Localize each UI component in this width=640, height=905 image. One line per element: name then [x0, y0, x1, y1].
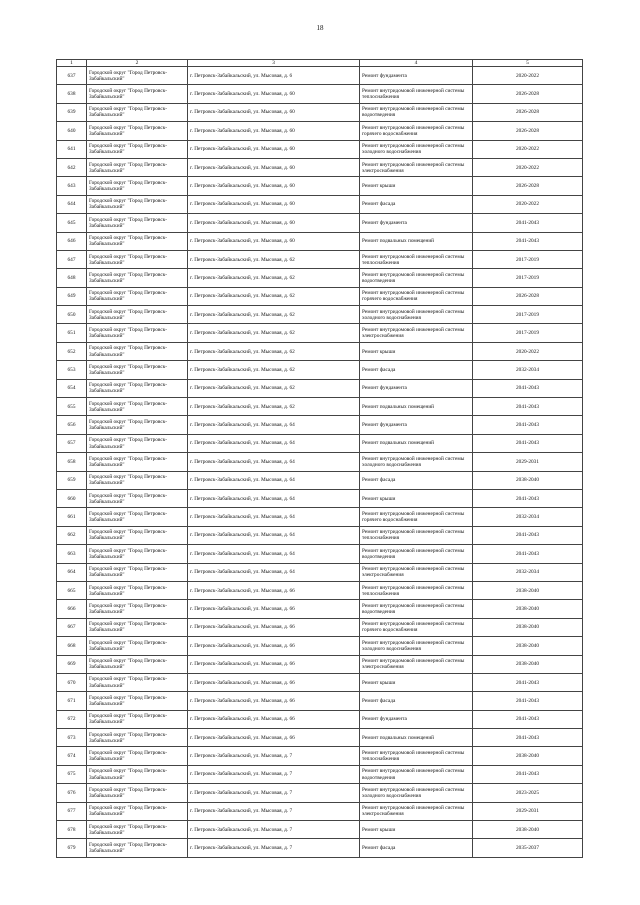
table-row	[57, 158, 583, 176]
work-type-cell: Ремонт фундамента	[360, 710, 473, 728]
period-cell: 2041-2043	[473, 729, 583, 747]
address-cell: г. Петровск-Забайкальский, ул. Мысовая, д. 60	[188, 177, 360, 195]
address-cell: г. Петровск-Забайкальский, ул. Мысовая, д. 64	[188, 434, 360, 452]
address-cell: г. Петровск-Забайкальский, ул. Мысовая, д. 66	[188, 710, 360, 728]
work-type-cell: Ремонт внутридомовой инженерной системы теплоснабжения	[360, 526, 473, 544]
address-cell: г. Петровск-Забайкальский, ул. Мысовая, д. 60	[188, 158, 360, 176]
work-type-cell: Ремонт внутридомовой инженерной системы холодного водоснабжения	[360, 140, 473, 158]
header-cell-period: 5	[473, 60, 583, 67]
work-type-cell: Ремонт внутридомовой инженерной системы горячего водоснабжения	[360, 618, 473, 636]
row-number: 652	[57, 342, 87, 360]
work-type-cell: Ремонт внутридомовой инженерной системы теплоснабжения	[360, 250, 473, 268]
work-type-cell: Ремонт подвальных помещений	[360, 434, 473, 452]
municipality-cell: Городской округ "Город Петровск-Забайкальский"	[87, 214, 188, 232]
row-number: 672	[57, 710, 87, 728]
address-cell: г. Петровск-Забайкальский, ул. Мысовая, д. 62	[188, 398, 360, 416]
address-cell: г. Петровск-Забайкальский, ул. Мысовая, д. 62	[188, 287, 360, 305]
municipality-cell: Городской округ "Город Петровск-Забайкальский"	[87, 416, 188, 434]
address-cell: г. Петровск-Забайкальский, ул. Мысовая, д. 60	[188, 85, 360, 103]
period-cell: 2017-2019	[473, 269, 583, 287]
table-row	[57, 545, 583, 563]
address-cell: г. Петровск-Забайкальский, ул. Мысовая, д. 60	[188, 103, 360, 121]
work-type-cell: Ремонт внутридомовой инженерной системы теплоснабжения	[360, 581, 473, 599]
table-row	[57, 214, 583, 232]
period-cell: 2020-2022	[473, 67, 583, 85]
municipality-cell: Городской округ "Город Петровск-Забайкальский"	[87, 361, 188, 379]
period-cell: 2023-2025	[473, 784, 583, 802]
municipality-cell: Городской округ "Город Петровск-Забайкальский"	[87, 103, 188, 121]
work-type-cell: Ремонт подвальных помещений	[360, 232, 473, 250]
row-number: 638	[57, 85, 87, 103]
address-cell: г. Петровск-Забайкальский, ул. Мысовая, д. 60	[188, 214, 360, 232]
work-type-cell: Ремонт фасада	[360, 195, 473, 213]
address-cell: г. Петровск-Забайкальский, ул. Мысовая, д. 60	[188, 195, 360, 213]
work-type-cell: Ремонт внутридомовой инженерной системы холодного водоснабжения	[360, 306, 473, 324]
row-number: 671	[57, 692, 87, 710]
table-row	[57, 287, 583, 305]
work-type-cell: Ремонт внутридомовой инженерной системы водоотведения	[360, 545, 473, 563]
work-type-cell: Ремонт фундамента	[360, 416, 473, 434]
period-cell: 2017-2019	[473, 324, 583, 342]
period-cell: 2026-2028	[473, 85, 583, 103]
municipality-cell: Городской округ "Город Петровск-Забайкальский"	[87, 453, 188, 471]
address-cell: г. Петровск-Забайкальский, ул. Мысовая, д. 60	[188, 140, 360, 158]
municipality-cell: Городской округ "Город Петровск-Забайкальский"	[87, 122, 188, 140]
table-row	[57, 416, 583, 434]
table-row	[57, 563, 583, 581]
header-cell-municipality: 2	[87, 60, 188, 67]
address-cell: г. Петровск-Забайкальский, ул. Мысовая, д. 6	[188, 67, 360, 85]
row-number: 637	[57, 67, 87, 85]
table-row	[57, 232, 583, 250]
period-cell: 2038-2040	[473, 821, 583, 839]
address-cell: г. Петровск-Забайкальский, ул. Мысовая, д. 64	[188, 453, 360, 471]
period-cell: 2041-2043	[473, 692, 583, 710]
municipality-cell: Городской округ "Город Петровск-Забайкальский"	[87, 195, 188, 213]
table-row	[57, 600, 583, 618]
table-row	[57, 821, 583, 839]
period-cell: 2038-2040	[473, 471, 583, 489]
row-number: 658	[57, 453, 87, 471]
table-row	[57, 637, 583, 655]
table-row	[57, 839, 583, 857]
municipality-cell: Городской округ "Город Петровск-Забайкальский"	[87, 140, 188, 158]
municipality-cell: Городской округ "Город Петровск-Забайкальский"	[87, 489, 188, 507]
row-number: 648	[57, 269, 87, 287]
municipality-cell: Городской округ "Город Петровск-Забайкальский"	[87, 581, 188, 599]
table-row	[57, 324, 583, 342]
work-type-cell: Ремонт внутридомовой инженерной системы электроснабжения	[360, 655, 473, 673]
period-cell: 2041-2043	[473, 379, 583, 397]
municipality-cell: Городской округ "Город Петровск-Забайкальский"	[87, 618, 188, 636]
address-cell: г. Петровск-Забайкальский, ул. Мысовая, д. 66	[188, 692, 360, 710]
municipality-cell: Городской округ "Город Петровск-Забайкальский"	[87, 177, 188, 195]
address-cell: г. Петровск-Забайкальский, ул. Мысовая, д. 7	[188, 784, 360, 802]
address-cell: г. Петровск-Забайкальский, ул. Мысовая, д. 62	[188, 379, 360, 397]
municipality-cell: Городской округ "Город Петровск-Забайкальский"	[87, 269, 188, 287]
row-number: 659	[57, 471, 87, 489]
address-cell: г. Петровск-Забайкальский, ул. Мысовая, д. 64	[188, 489, 360, 507]
page-number: 18	[316, 24, 324, 32]
table-row	[57, 471, 583, 489]
period-cell: 2041-2043	[473, 398, 583, 416]
table-row	[57, 342, 583, 360]
period-cell: 2038-2040	[473, 655, 583, 673]
work-type-cell: Ремонт внутридомовой инженерной системы водоотведения	[360, 765, 473, 783]
row-number: 662	[57, 526, 87, 544]
address-cell: г. Петровск-Забайкальский, ул. Мысовая, д. 62	[188, 324, 360, 342]
work-type-cell: Ремонт фундамента	[360, 214, 473, 232]
header-cell-address: 3	[188, 60, 360, 67]
work-type-cell: Ремонт внутридомовой инженерной системы водоотведения	[360, 600, 473, 618]
period-cell: 2038-2040	[473, 581, 583, 599]
row-number: 666	[57, 600, 87, 618]
period-cell: 2038-2040	[473, 600, 583, 618]
address-cell: г. Петровск-Забайкальский, ул. Мысовая, д. 62	[188, 269, 360, 287]
municipality-cell: Городской округ "Город Петровск-Забайкальский"	[87, 471, 188, 489]
period-cell: 2029-2031	[473, 453, 583, 471]
table-row	[57, 195, 583, 213]
row-number: 670	[57, 673, 87, 691]
row-number: 661	[57, 508, 87, 526]
address-cell: г. Петровск-Забайкальский, ул. Мысовая, д. 62	[188, 342, 360, 360]
row-number: 645	[57, 214, 87, 232]
work-type-cell: Ремонт внутридомовой инженерной системы холодного водоснабжения	[360, 453, 473, 471]
table-row	[57, 765, 583, 783]
period-cell: 2041-2043	[473, 526, 583, 544]
address-cell: г. Петровск-Забайкальский, ул. Мысовая, д. 7	[188, 747, 360, 765]
municipality-cell: Городской округ "Город Петровск-Забайкальский"	[87, 342, 188, 360]
table-row	[57, 85, 583, 103]
municipality-cell: Городской округ "Город Петровск-Забайкальский"	[87, 232, 188, 250]
municipality-cell: Городской округ "Город Петровск-Забайкальский"	[87, 673, 188, 691]
row-number: 643	[57, 177, 87, 195]
period-cell: 2041-2043	[473, 214, 583, 232]
work-type-cell: Ремонт внутридомовой инженерной системы теплоснабжения	[360, 85, 473, 103]
row-number: 647	[57, 250, 87, 268]
municipality-cell: Городской округ "Город Петровск-Забайкальский"	[87, 379, 188, 397]
municipality-cell: Городской округ "Город Петровск-Забайкальский"	[87, 434, 188, 452]
table-row	[57, 729, 583, 747]
period-cell: 2020-2022	[473, 140, 583, 158]
municipality-cell: Городской округ "Город Петровск-Забайкальский"	[87, 600, 188, 618]
table-row	[57, 140, 583, 158]
header-cell-number: 1	[57, 60, 87, 67]
municipality-cell: Городской округ "Город Петровск-Забайкальский"	[87, 765, 188, 783]
row-number: 644	[57, 195, 87, 213]
period-cell: 2041-2043	[473, 434, 583, 452]
address-cell: г. Петровск-Забайкальский, ул. Мысовая, д. 66	[188, 618, 360, 636]
row-number: 664	[57, 563, 87, 581]
period-cell: 2020-2022	[473, 158, 583, 176]
period-cell: 2026-2028	[473, 103, 583, 121]
row-number: 663	[57, 545, 87, 563]
table-row	[57, 508, 583, 526]
period-cell: 2017-2019	[473, 250, 583, 268]
municipality-cell: Городской округ "Город Петровск-Забайкальский"	[87, 545, 188, 563]
municipality-cell: Городской округ "Город Петровск-Забайкальский"	[87, 158, 188, 176]
address-cell: г. Петровск-Забайкальский, ул. Мысовая, д. 7	[188, 821, 360, 839]
work-type-cell: Ремонт фундамента	[360, 67, 473, 85]
work-type-cell: Ремонт внутридомовой инженерной системы водоотведения	[360, 269, 473, 287]
municipality-cell: Городской округ "Город Петровск-Забайкальский"	[87, 67, 188, 85]
work-type-cell: Ремонт внутридомовой инженерной системы теплоснабжения	[360, 747, 473, 765]
period-cell: 2032-2034	[473, 563, 583, 581]
row-number: 677	[57, 802, 87, 820]
period-cell: 2038-2040	[473, 618, 583, 636]
address-cell: г. Петровск-Забайкальский, ул. Мысовая, д. 60	[188, 122, 360, 140]
row-number: 649	[57, 287, 87, 305]
work-type-cell: Ремонт фасада	[360, 692, 473, 710]
row-number: 653	[57, 361, 87, 379]
address-cell: г. Петровск-Забайкальский, ул. Мысовая, д. 64	[188, 545, 360, 563]
row-number: 639	[57, 103, 87, 121]
row-number: 676	[57, 784, 87, 802]
municipality-cell: Городской округ "Город Петровск-Забайкальский"	[87, 637, 188, 655]
header-cell-work-type: 4	[360, 60, 473, 67]
table-row	[57, 434, 583, 452]
row-number: 667	[57, 618, 87, 636]
row-number: 642	[57, 158, 87, 176]
municipality-cell: Городской округ "Город Петровск-Забайкальский"	[87, 710, 188, 728]
municipality-cell: Городской округ "Город Петровск-Забайкальский"	[87, 306, 188, 324]
table-row	[57, 177, 583, 195]
work-type-cell: Ремонт крыши	[360, 673, 473, 691]
row-number: 668	[57, 637, 87, 655]
table-body	[57, 67, 583, 858]
period-cell: 2041-2043	[473, 232, 583, 250]
address-cell: г. Петровск-Забайкальский, ул. Мысовая, д. 66	[188, 655, 360, 673]
table-row	[57, 250, 583, 268]
address-cell: г. Петровск-Забайкальский, ул. Мысовая, д. 64	[188, 416, 360, 434]
table-row	[57, 673, 583, 691]
work-type-cell: Ремонт внутридомовой инженерной системы водоотведения	[360, 103, 473, 121]
table-row	[57, 379, 583, 397]
address-cell: г. Петровск-Забайкальский, ул. Мысовая, д. 62	[188, 361, 360, 379]
table-row	[57, 269, 583, 287]
table-row	[57, 526, 583, 544]
row-number: 673	[57, 729, 87, 747]
table-row	[57, 784, 583, 802]
municipality-cell: Городской округ "Город Петровск-Забайкальский"	[87, 508, 188, 526]
municipality-cell: Городской округ "Город Петровск-Забайкальский"	[87, 526, 188, 544]
municipality-cell: Городской округ "Город Петровск-Забайкальский"	[87, 821, 188, 839]
row-number: 678	[57, 821, 87, 839]
municipality-cell: Городской округ "Город Петровск-Забайкальский"	[87, 655, 188, 673]
table-row	[57, 655, 583, 673]
work-type-cell: Ремонт фасада	[360, 361, 473, 379]
address-cell: г. Петровск-Забайкальский, ул. Мысовая, д. 64	[188, 471, 360, 489]
table-row	[57, 710, 583, 728]
address-cell: г. Петровск-Забайкальский, ул. Мысовая, д. 66	[188, 729, 360, 747]
work-type-cell: Ремонт крыши	[360, 489, 473, 507]
period-cell: 2041-2043	[473, 710, 583, 728]
table-row	[57, 453, 583, 471]
row-number: 654	[57, 379, 87, 397]
row-number: 657	[57, 434, 87, 452]
row-number: 640	[57, 122, 87, 140]
work-type-cell: Ремонт фасада	[360, 471, 473, 489]
address-cell: г. Петровск-Забайкальский, ул. Мысовая, д. 62	[188, 306, 360, 324]
work-type-cell: Ремонт крыши	[360, 342, 473, 360]
period-cell: 2032-2034	[473, 361, 583, 379]
work-type-cell: Ремонт внутридомовой инженерной системы электроснабжения	[360, 158, 473, 176]
row-number: 675	[57, 765, 87, 783]
municipality-cell: Городской округ "Город Петровск-Забайкальский"	[87, 563, 188, 581]
period-cell: 2041-2043	[473, 489, 583, 507]
period-cell: 2041-2043	[473, 545, 583, 563]
municipality-cell: Городской округ "Город Петровск-Забайкальский"	[87, 747, 188, 765]
work-type-cell: Ремонт фундамента	[360, 379, 473, 397]
table-row	[57, 692, 583, 710]
work-type-cell: Ремонт внутридомовой инженерной системы холодного водоснабжения	[360, 637, 473, 655]
municipality-cell: Городской округ "Город Петровск-Забайкальский"	[87, 287, 188, 305]
work-type-cell: Ремонт внутридомовой инженерной системы горячего водоснабжения	[360, 122, 473, 140]
work-type-cell: Ремонт внутридомовой инженерной системы горячего водоснабжения	[360, 508, 473, 526]
work-type-cell: Ремонт внутридомовой инженерной системы электроснабжения	[360, 563, 473, 581]
period-cell: 2020-2022	[473, 195, 583, 213]
work-type-cell: Ремонт внутридомовой инженерной системы электроснабжения	[360, 324, 473, 342]
period-cell: 2038-2040	[473, 747, 583, 765]
work-type-cell: Ремонт фасада	[360, 839, 473, 857]
address-cell: г. Петровск-Забайкальский, ул. Мысовая, д. 64	[188, 526, 360, 544]
municipality-cell: Городской округ "Город Петровск-Забайкальский"	[87, 784, 188, 802]
work-type-cell: Ремонт крыши	[360, 177, 473, 195]
period-cell: 2035-2037	[473, 839, 583, 857]
address-cell: г. Петровск-Забайкальский, ул. Мысовая, д. 66	[188, 600, 360, 618]
table-row	[57, 747, 583, 765]
period-cell: 2026-2028	[473, 122, 583, 140]
work-type-cell: Ремонт подвальных помещений	[360, 398, 473, 416]
work-type-cell: Ремонт подвальных помещений	[360, 729, 473, 747]
address-cell: г. Петровск-Забайкальский, ул. Мысовая, д. 60	[188, 232, 360, 250]
row-number: 646	[57, 232, 87, 250]
work-type-cell: Ремонт внутридомовой инженерной системы горячего водоснабжения	[360, 287, 473, 305]
table-row	[57, 618, 583, 636]
address-cell: г. Петровск-Забайкальский, ул. Мысовая, д. 7	[188, 839, 360, 857]
row-number: 665	[57, 581, 87, 599]
period-cell: 2041-2043	[473, 765, 583, 783]
period-cell: 2020-2022	[473, 342, 583, 360]
work-type-cell: Ремонт внутридомовой инженерной системы холодного водоснабжения	[360, 784, 473, 802]
table-row	[57, 361, 583, 379]
period-cell: 2017-2019	[473, 306, 583, 324]
period-cell: 2026-2028	[473, 177, 583, 195]
table-row	[57, 306, 583, 324]
row-number: 674	[57, 747, 87, 765]
municipality-cell: Городской округ "Город Петровск-Забайкальский"	[87, 398, 188, 416]
municipality-cell: Городской округ "Город Петровск-Забайкальский"	[87, 250, 188, 268]
municipality-cell: Городской округ "Город Петровск-Забайкальский"	[87, 802, 188, 820]
row-number: 650	[57, 306, 87, 324]
row-number: 660	[57, 489, 87, 507]
address-cell: г. Петровск-Забайкальский, ул. Мысовая, д. 66	[188, 581, 360, 599]
municipality-cell: Городской округ "Город Петровск-Забайкальский"	[87, 692, 188, 710]
address-cell: г. Петровск-Забайкальский, ул. Мысовая, д. 62	[188, 250, 360, 268]
address-cell: г. Петровск-Забайкальский, ул. Мысовая, д. 7	[188, 765, 360, 783]
period-cell: 2041-2043	[473, 673, 583, 691]
table-row	[57, 122, 583, 140]
row-number: 655	[57, 398, 87, 416]
table-row	[57, 67, 583, 85]
table-row	[57, 802, 583, 820]
municipality-cell: Городской округ "Город Петровск-Забайкальский"	[87, 729, 188, 747]
period-cell: 2041-2043	[473, 416, 583, 434]
address-cell: г. Петровск-Забайкальский, ул. Мысовая, д. 7	[188, 802, 360, 820]
table-row	[57, 398, 583, 416]
table-row	[57, 103, 583, 121]
work-type-cell: Ремонт внутридомовой инженерной системы электроснабжения	[360, 802, 473, 820]
row-number: 641	[57, 140, 87, 158]
address-cell: г. Петровск-Забайкальский, ул. Мысовая, д. 64	[188, 508, 360, 526]
row-number: 679	[57, 839, 87, 857]
row-number: 669	[57, 655, 87, 673]
work-type-cell: Ремонт крыши	[360, 821, 473, 839]
period-cell: 2029-2031	[473, 802, 583, 820]
municipality-cell: Городской округ "Город Петровск-Забайкальский"	[87, 85, 188, 103]
table-row	[57, 581, 583, 599]
municipality-cell: Городской округ "Город Петровск-Забайкальский"	[87, 839, 188, 857]
row-number: 656	[57, 416, 87, 434]
table-row	[57, 489, 583, 507]
capital-repair-table	[56, 59, 583, 858]
period-cell: 2038-2040	[473, 637, 583, 655]
row-number: 651	[57, 324, 87, 342]
period-cell: 2026-2028	[473, 287, 583, 305]
municipality-cell: Городской округ "Город Петровск-Забайкальский"	[87, 324, 188, 342]
address-cell: г. Петровск-Забайкальский, ул. Мысовая, д. 66	[188, 673, 360, 691]
header-row	[57, 60, 583, 67]
period-cell: 2032-2034	[473, 508, 583, 526]
address-cell: г. Петровск-Забайкальский, ул. Мысовая, д. 66	[188, 637, 360, 655]
address-cell: г. Петровск-Забайкальский, ул. Мысовая, д. 64	[188, 563, 360, 581]
